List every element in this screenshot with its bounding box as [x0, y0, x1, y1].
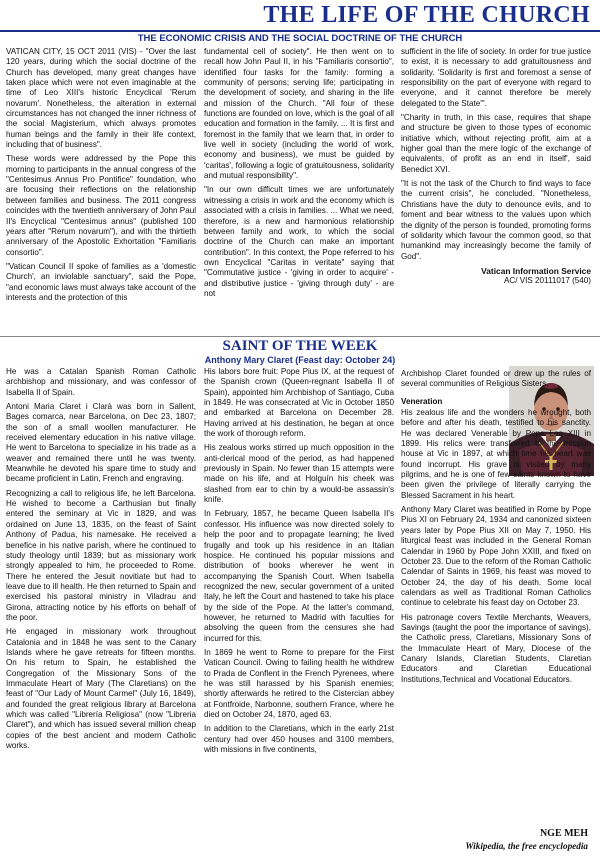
saint-paragraph: In addition to the Claretians, which in the early 21st century had over 450 houses and 3100 members, with missions in five continents, [204, 724, 394, 755]
masthead-rule [0, 30, 600, 32]
saint-section-title: SAINT OF THE WEEK [222, 338, 378, 354]
veneration-paragraph: Anthony Mary Claret was beatified in Rome by Pope Pius XI on February 24, 1934 and canonized sixteen years later by Pope Pius XII on May 7, 1950. His liturgical feast was included in the General Roman Calendar in 1960 by Pope John XXIII, and fixed on October 23. Due to the reform of the Roman Catholic Calendar of Saints in 1969, his feast was moved to October 24, the day of his death. Some local calendars as well as Traditional Roman Catholics continue to celebrate his feast day on October 23. [401, 505, 591, 608]
article-paragraph: VATICAN CITY, 15 OCT 2011 (VIS) - "Over the last 120 years, during which the social doctrine of the Church has developed, many great changes have taken place which were not even imaginable at the time of Leo XIII's historic Encyclical 'Rerum novarum'. Nonetheless, the alteration in external circumstances has not changed the inner richness of the social Magisterium, which always promotes human beings and the family in their life context, including that of business". [6, 47, 196, 150]
article-column-2 [204, 47, 394, 303]
saint-paragraph: He was a Catalan Spanish Roman Catholic archbishop and missionary, and was confessor of Isabella II of Spain. [6, 367, 196, 397]
article-paragraph: "It is not the task of the Church to find ways to face the current crisis", he concluded. "Nonetheless, Christians have the duty to denounce evils, and to foment and bear witness to the values upon which the dignity of the person is founded, promoting forms of solidarity which favour the common good, so that humankind may increasingly become the family of God". [401, 179, 591, 261]
saint-paragraph: Antoni Maria Claret i Clarà was born in Sallent, Bages comarca, near Barcelona, on Dec 23, 1807; the son of a small woollen manufacturer. He received elementary education in his native village. He went to Barcelona to specialize in his trade as a weaver and remained there until he was twenty. Meanwhile he devoted his spare time to study and became proficient in Latin, French and engraving. [6, 402, 196, 484]
article-column-1 [6, 47, 196, 307]
section-divider [0, 336, 600, 337]
author-credit: NGE MEH [539, 828, 588, 839]
source-credit: Wikipedia, the free encyclopedia [465, 841, 588, 851]
saint-paragraph: He engaged in missionary work throughout Catalonia and in 1848 he was sent to the Canary Islands where he gave retreats for fifteen months. On his return to Spain, he established the Congregation of the Missionary Sons of the Immaculate Heart of Mary (The Claretians) on the feast of "Our Lady of Mount Carmel" (July 16, 1849), and founded the great religious library at Barcelona which was called "Librería Religiosa" (now "Libreria Claret"), and which has issued several million cheap copies of the best ancient and modern Catholic works. [6, 627, 196, 751]
article-paragraph: These words were addressed by the Pope this morning to participants in the annual congress of the "Centesimus Annus Pro Pontifice" foundation, who are focusing their reflections on the relationship between families and business. The 2011 congress coincides with the twentieth anniversary of John Paul II's Encyclical "Centesimus annus" (published 100 years after "Rerum novarum"), and with the thirtieth anniversary of the Apostolic Exhortation "Familiaris consortio". [6, 154, 196, 257]
saint-column-3 [401, 367, 591, 689]
article-paragraph: fundamental cell of society". He then went on to recall how John Paul II, in his "Familiaris consortio", identified four tasks for the family: forming a community of persons; serving life; participating in the development of society, and sharing in the life and mission of the Church. "All four of these functions are founded on love, which is the goal of all education and formation in the family. ... It is first and foremost in the family that we learn that, in order to live well in society (including the world of work, economy and business), we must be guided by 'caritas', following a logic of gratuitousness, solidarity and mutual responsibility". [204, 47, 394, 181]
saint-column-2 [204, 367, 394, 759]
article-paragraph: sufficient in the life of society. In order for true justice to exist, it is necessary to add gratuitousness and solidarity. 'Solidarity is first and foremost a sense of responsibility on the part of everyone with regard to everyone, and it cannot therefore be merely delegated to the State'". [401, 47, 591, 108]
article-column-3 [401, 47, 591, 287]
saint-paragraph: Archbishop Claret founded or drew up the rules of several communities of Religious Sisters. [401, 369, 591, 389]
page-title: THE LIFE OF THE CHURCH [263, 2, 590, 28]
article-paragraph: "Vatican Council II spoke of families as a 'domestic Church', an inviolable sanctuary", said the Pope, "and economic laws must always take account of the interests and the protection of this [6, 261, 196, 302]
article-source: Vatican Information Service [481, 265, 591, 276]
article-paragraph: "In our own difficult times we are unfortunately witnessing a crisis in work and the economy which is associated with a crisis in families. ... What we need, therefore, is a new and harmonious relationship between family and work, to which the social doctrine of the Church can make an important contribution". In this context, the Pope referred to his own Encyclical "Caritas in veritate" saying that "Commutative justice - 'giving in order to acquire' - and distributive justice - 'giving through duty' - are not [204, 185, 394, 298]
veneration-paragraph: His patronage covers Textile Merchants, Weavers, Savings (taught the poor the importance of savings), the Catholic press, Claretians, Missionary Sons of the Immaculate Heart of Mary, Diocese of the Canary Islands, Claretian Students, Claretian Educators and Claretian Educational Institutions,Technical and Vocational Educators. [401, 612, 591, 684]
veneration-paragraph: His zealous life and the wonders he wrought, both before and after his death, testified to his sanctity. He was declared Venerable by Pope Leo XIII in 1899. His relics were transferred to the mission house at Vic in 1897, at which time his heart was found incorrupt. His grave is visited by many pilgrims, and he is one of few saints known to have been given the privilege of literally carrying the Blessed Sacrament in his heart. [401, 408, 591, 500]
veneration-heading: Veneration [401, 396, 443, 406]
article-reference: AC/ VIS 20111017 (540) [504, 276, 591, 286]
saint-column-1 [6, 367, 196, 755]
saint-paragraph: In February, 1857, he became Queen Isabella II's confessor. His influence was now directed solely to help the poor and to propagate learning; he lived frugally and took up his residence in an Italian hospice. He continued his popular missions and distribution of books wherever he went in accompanying the Spanish Court. When Isabella recognized the new, secular government of a united Italy, he left the Court and hastened to take his place by the side of the Pope. At the latter's command, however, he returned to Madrid with faculties for absolving the queen from the censures she had incurred for this. [204, 509, 394, 643]
saint-paragraph: His zealous works stirred up much opposition in the anti-clerical mood of the period, as had happened previously in Spain. No fewer than 15 attempts were made on his life, and at Holguín his cheek was slashed from ear to chin by a would-be assassin's knife. [204, 443, 394, 505]
article-paragraph: "Charity in truth, in this case, requires that shape and structure be given to those types of economic initiative which, without rejecting profit, aim at a higher goal than the mere logic of the exchange of equivalents, of profit as an end in itself', said Benedict XVI. [401, 113, 591, 174]
saint-paragraph: In 1869 he went to Rome to prepare for the First Vatican Council. Owing to failing health he withdrew to Prada de Conflent in the French Pyrenees, where he was still harassed by his Spanish enemies; shortly afterwards he retired to the Cistercian abbey at Fontfroide, Narbonne, southern France, where he died on October 24, 1870, aged 63. [204, 647, 394, 719]
masthead [0, 0, 600, 32]
saint-paragraph: His labors bore fruit: Pope Pius IX, at the request of the Spanish crown (Queen-regnant Isabella II of Spain), appointed him Archbishop of Santiago, Cuba in 1849. He was consecrated at Vic in October 1850 and embarked at Barcelona on December 28. Having arrived at his destination, he began at once the work of thorough reform. [204, 367, 394, 439]
article-headline: THE ECONOMIC CRISIS AND THE SOCIAL DOCTRINE OF THE CHURCH [137, 33, 463, 44]
saint-section-subtitle: Anthony Mary Claret (Feast day: October 24) [204, 355, 396, 365]
saint-paragraph: Recognizing a call to religious life, he left Barcelona. He wished to become a Carthusian but finally entered the seminary at Vic in 1829, and was ordained on June 13, 1835, on the feast of Saint Anthony of Padua, his namesake. He received a benefice in his native parish, where he continued to study theology until 1839; but as missionary work strongly appealed to him, he proceeded to Rome. There he entered the Jesuit novitiate but had to leave due to ill health. He then returned to Spain and exercised his pastoral ministry in Viladrau and Girona, attracting notice by his efforts on behalf of the poor. [6, 488, 196, 622]
